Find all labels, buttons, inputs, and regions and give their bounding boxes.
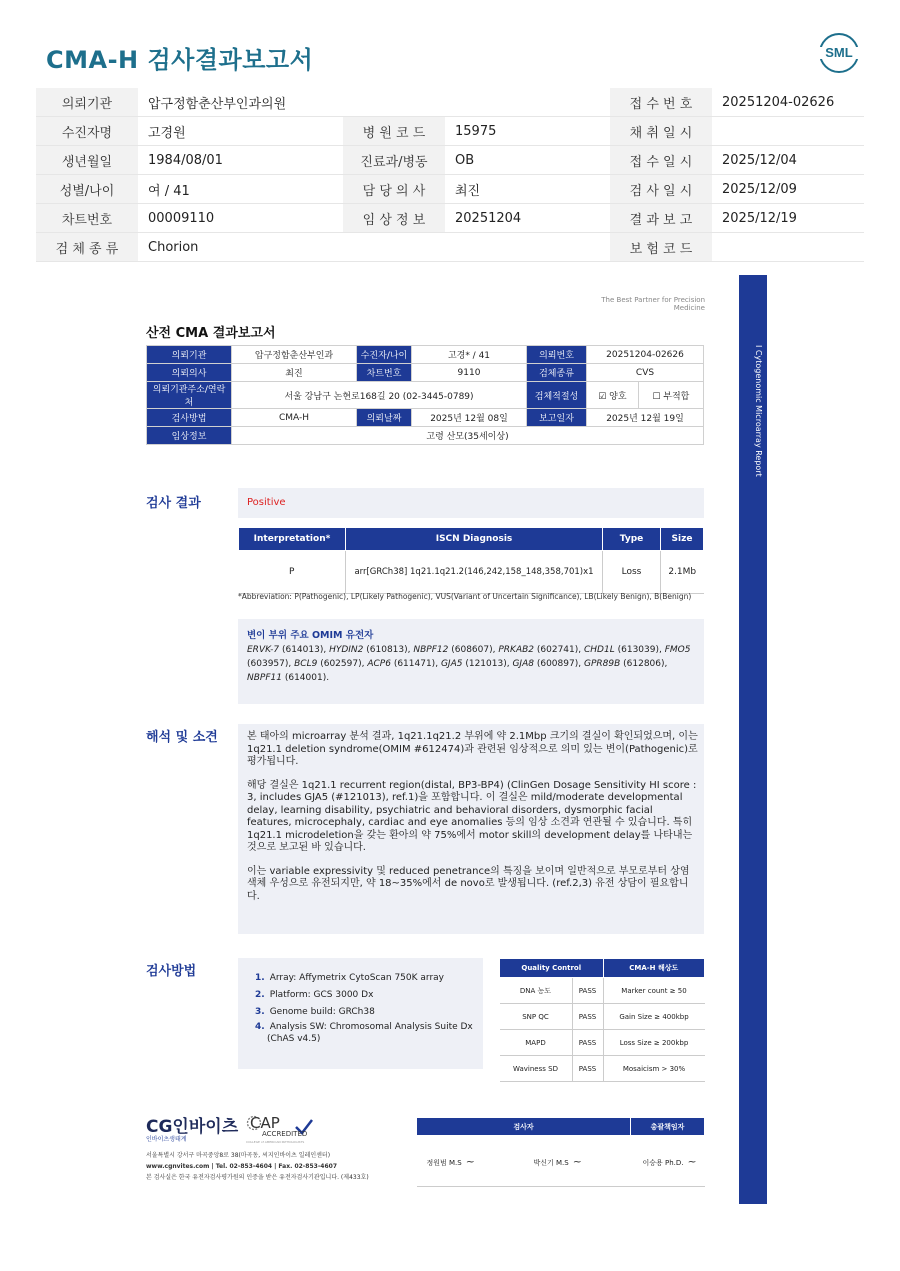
pt-value: 2025년 12월 19일 <box>587 409 704 427</box>
gene-omim: (602741) <box>536 645 579 655</box>
patient-info-table <box>36 88 864 262</box>
pt-label: 보고일자 <box>527 409 587 427</box>
info-label: 성별/나이 <box>36 175 138 204</box>
gene-omim: (612806) <box>623 659 665 669</box>
info-value <box>712 117 864 146</box>
gene-omim: (602597) <box>320 659 362 669</box>
info-value <box>445 88 610 117</box>
gene-symbol: GJA5 <box>440 659 463 669</box>
method-list <box>255 970 473 1046</box>
qc-row: DNA 농도 PASS Marker count ≥ 50 <box>500 978 705 1004</box>
qc-header: Quality Control <box>500 959 604 978</box>
result-type: Loss <box>603 551 661 594</box>
genes-heading: 변이 부위 주요 OMIM 유전자 <box>247 630 374 641</box>
info-value: 압구정함춘산부인과의원 <box>138 88 343 117</box>
result-col-header: Type <box>603 528 661 551</box>
adequacy-bad-checkbox: ☐ 부적합 <box>638 382 703 409</box>
interpretation-text <box>247 731 699 914</box>
info-label: 수진자명 <box>36 117 138 146</box>
result-interpretation: P <box>239 551 346 594</box>
pt-label: 수진자/나이 <box>357 346 412 364</box>
pt-value: 서울 강남구 논현로168길 20 (02-3445-0789) <box>232 382 527 409</box>
report-tagline: The Best Partner for Precision Medicine <box>601 296 705 312</box>
qc-row: Waviness SD PASS Mosaicism > 30% <box>500 1056 705 1082</box>
result-row <box>239 551 704 594</box>
info-value <box>445 233 610 262</box>
info-value: 00009110 <box>138 204 343 233</box>
logo-text: SML <box>825 45 853 60</box>
gene-omim: (600897) <box>536 659 579 669</box>
gene-symbol: NBPF12 <box>413 645 449 655</box>
pt-value: CMA-H <box>232 409 357 427</box>
pt-value: 고령 산모(35세이상) <box>232 427 704 445</box>
method-item: 1. Array: Affymetrix CytoScan 750K array <box>255 973 444 983</box>
pt-value: 2025년 12월 08일 <box>412 409 527 427</box>
info-label: 접 수 번 호 <box>610 88 712 117</box>
info-row <box>36 233 864 262</box>
info-value: 여 / 41 <box>138 175 343 204</box>
result-col-header: Size <box>661 528 704 551</box>
cap-accredited: ACCREDITED <box>262 1130 308 1138</box>
result-table <box>238 527 704 594</box>
pt-label: 검체종류 <box>527 364 587 382</box>
genes-list: ERVK-7 (614013), HYDIN2 (610813), NBPF12 (608607), PRKAB2 (602741), CHD1L (613039), FMO5 (603957), BCL9 (602597), ACP6 (611471), GJA5 (121013), GJA8 (600897), GPR89B (612806), NBPF11 (614001). <box>247 645 691 683</box>
pt-label: 검사방법 <box>147 409 232 427</box>
result-iscn: arr[GRCh38] 1q21.1q21.2(146,242,158_148,358,701)x1 <box>346 551 603 594</box>
info-row <box>36 88 864 117</box>
cap-logo: CAP <box>250 1114 280 1132</box>
info-label: 접 수 일 시 <box>610 146 712 175</box>
info-label: 생년월일 <box>36 146 138 175</box>
info-label: 차트번호 <box>36 204 138 233</box>
info-value: 20251204-02626 <box>712 88 864 117</box>
gene-symbol: HYDIN2 <box>329 645 364 655</box>
info-value: 2025/12/04 <box>712 146 864 175</box>
pt-label: 의뢰번호 <box>527 346 587 364</box>
method-item: (ChAS v4.5) <box>267 1034 321 1044</box>
info-row <box>36 146 864 175</box>
info-label: 검 사 일 시 <box>610 175 712 204</box>
pt-label: 의뢰날짜 <box>357 409 412 427</box>
info-label: 임 상 정 보 <box>343 204 445 233</box>
pt-label: 임상정보 <box>147 427 232 445</box>
qc-row: SNP QC PASS Gain Size ≥ 400kbp <box>500 1004 705 1030</box>
cg-invites-sub: 인바이츠생태계 <box>146 1136 187 1143</box>
info-value: 2025/12/09 <box>712 175 864 204</box>
gene-omim: (608607) <box>451 645 493 655</box>
info-value: 1984/08/01 <box>138 146 343 175</box>
info-label <box>343 88 445 117</box>
result-col-header: ISCN Diagnosis <box>346 528 603 551</box>
sig-header: 총괄책임자 <box>631 1118 705 1136</box>
gene-symbol: NBPF11 <box>247 673 282 683</box>
gene-omim: (121013) <box>465 659 507 669</box>
info-value: 고경원 <box>138 117 343 146</box>
info-value: 20251204 <box>445 204 610 233</box>
info-value <box>712 233 864 262</box>
gene-symbol: ERVK-7 <box>247 645 280 655</box>
result-status-box <box>238 488 704 518</box>
info-label: 검 체 종 류 <box>36 233 138 262</box>
info-value: 최진 <box>445 175 610 204</box>
info-row <box>36 117 864 146</box>
report-patient-table <box>146 345 704 445</box>
info-label: 병 원 코 드 <box>343 117 445 146</box>
result-status: Positive <box>247 497 286 508</box>
method-item: 2. Platform: GCS 3000 Dx <box>255 990 374 1000</box>
section-method-heading: 검사방법 <box>146 964 197 979</box>
pt-value: 9110 <box>412 364 527 382</box>
cap-fine-print: COLLEGE of AMERICAN PATHOLOGISTS <box>246 1140 305 1144</box>
interp-paragraph: 이는 variable expressivity 및 reduced penetrance의 특징을 보이며 일반적으로 부모로부터 상염색체 우성으로 유전되지만, 약 18~35%에서 de novo로 발생됩니다. (ref.2,3) 유전 상담이 필요합니다. <box>247 865 690 902</box>
page-title: CMA-H 검사결과보고서 <box>46 46 314 74</box>
pt-value: CVS <box>587 364 704 382</box>
abbreviation-note: *Abbreviation: P(Pathogenic), LP(Likely Pathogenic), VUS(Variant of Uncertain Significance), LB(Likely Benign), B(Benign) <box>238 592 692 601</box>
gene-omim: (613039) <box>617 645 659 655</box>
method-item: 4. Analysis SW: Chromosomal Analysis Suite Dx <box>255 1022 473 1032</box>
result-size: 2.1Mb <box>661 551 704 594</box>
pt-label: 의뢰기관 <box>147 346 232 364</box>
sidebar-label: I Cytogenomic Microarray Report <box>754 345 763 477</box>
pt-value: 고경* / 41 <box>412 346 527 364</box>
qc-table <box>499 958 705 1082</box>
signer: 정원범 M.S ~ <box>417 1136 524 1187</box>
report-title: 산전 CMA 결과보고서 <box>146 326 276 341</box>
pt-value: 압구정함춘산부인과 <box>232 346 357 364</box>
result-col-header: Interpretation* <box>239 528 346 551</box>
gene-symbol: GPR89B <box>583 659 621 669</box>
gene-symbol: BCL9 <box>294 659 318 669</box>
gene-symbol: FMO5 <box>664 645 691 655</box>
info-value: 15975 <box>445 117 610 146</box>
signer: 이승용 Ph.D. ~ <box>631 1136 705 1187</box>
pt-label: 의뢰의사 <box>147 364 232 382</box>
gene-symbol: ACP6 <box>367 659 391 669</box>
gene-omim: (603957) <box>247 659 289 669</box>
info-row <box>36 175 864 204</box>
gene-omim: (614001). <box>284 673 330 683</box>
qc-header: CMA-H 해상도 <box>603 959 705 978</box>
gene-omim: (611471) <box>393 659 436 669</box>
info-label: 보 험 코 드 <box>610 233 712 262</box>
sig-header: 검사자 <box>417 1118 631 1136</box>
section-result-heading: 검사 결과 <box>146 496 201 511</box>
info-row <box>36 204 864 233</box>
info-value: 2025/12/19 <box>712 204 864 233</box>
pt-value: 최진 <box>232 364 357 382</box>
interp-paragraph: 본 태아의 microarray 분석 결과, 1q21.1q21.2 부위에 약 2.1Mbp 크기의 결실이 확인되었으며, 이는 1q21.1 deletion syndrome(OMIM #612474)과 관련된 임상적으로 의미 있는 변이(Pathogenic)로 평가됩니다. <box>247 731 698 767</box>
adequacy-good-checkbox: ☑ 양호 <box>587 382 639 409</box>
signature-table <box>416 1117 705 1187</box>
info-label: 결 과 보 고 <box>610 204 712 233</box>
sml-logo <box>818 32 860 74</box>
signer: 박신기 M.S ~ <box>524 1136 631 1187</box>
pt-label: 검체적절성 <box>527 382 587 409</box>
gene-symbol: CHD1L <box>584 645 615 655</box>
cg-invites-logo: CG인바이츠 <box>146 1117 239 1137</box>
section-interpretation-heading: 해석 및 소견 <box>146 730 218 745</box>
qc-row: MAPD PASS Loss Size ≥ 200kbp <box>500 1030 705 1056</box>
pt-label: 의뢰기관주소/연락처 <box>147 382 232 409</box>
lab-address: 서울특별시 강서구 마곡중앙8로 38(마곡동, 씨지인바이츠 일레인센터) www.cgnvites.com | Tel. 02-853-4604 | Fax. 02-853-4607 본 검사실은 한국 유전자검사평가원의 인증을 받은 유전자검사기관입니다. (제433호) <box>146 1152 369 1181</box>
interp-paragraph: 해당 결실은 1q21.1 recurrent region(distal, BP3-BP4) (ClinGen Dosage Sensitivity HI score : 3, includes GJA5 (#121013), ref.1)을 포함합니다. 이 결실은 mild/moderate developmental delay, learning disability, psychiatric and behavioral disorders, dysmorphic facial features, microcephaly, cardiac and eye anomalies 등의 임상 소견과 연관될 수 있습니다. 특히 1q21.1 microdeletion을 갖는 환아의 약 75%에서 motor skill의 development delay를 나타내는 것으로 보고된 바 있습니다. <box>247 779 697 853</box>
gene-symbol: PRKAB2 <box>498 645 534 655</box>
info-value: OB <box>445 146 610 175</box>
method-item: 3. Genome build: GRCh38 <box>255 1007 375 1017</box>
info-label: 담 당 의 사 <box>343 175 445 204</box>
pt-label: 차트번호 <box>357 364 412 382</box>
info-value: Chorion <box>138 233 343 262</box>
gene-omim: (610813) <box>366 645 408 655</box>
info-label: 진료과/병동 <box>343 146 445 175</box>
pt-value: 20251204-02626 <box>587 346 704 364</box>
info-label: 채 취 일 시 <box>610 117 712 146</box>
info-label <box>343 233 445 262</box>
info-label: 의뢰기관 <box>36 88 138 117</box>
gene-omim: (614013) <box>281 645 324 655</box>
gene-symbol: GJA8 <box>512 659 534 669</box>
